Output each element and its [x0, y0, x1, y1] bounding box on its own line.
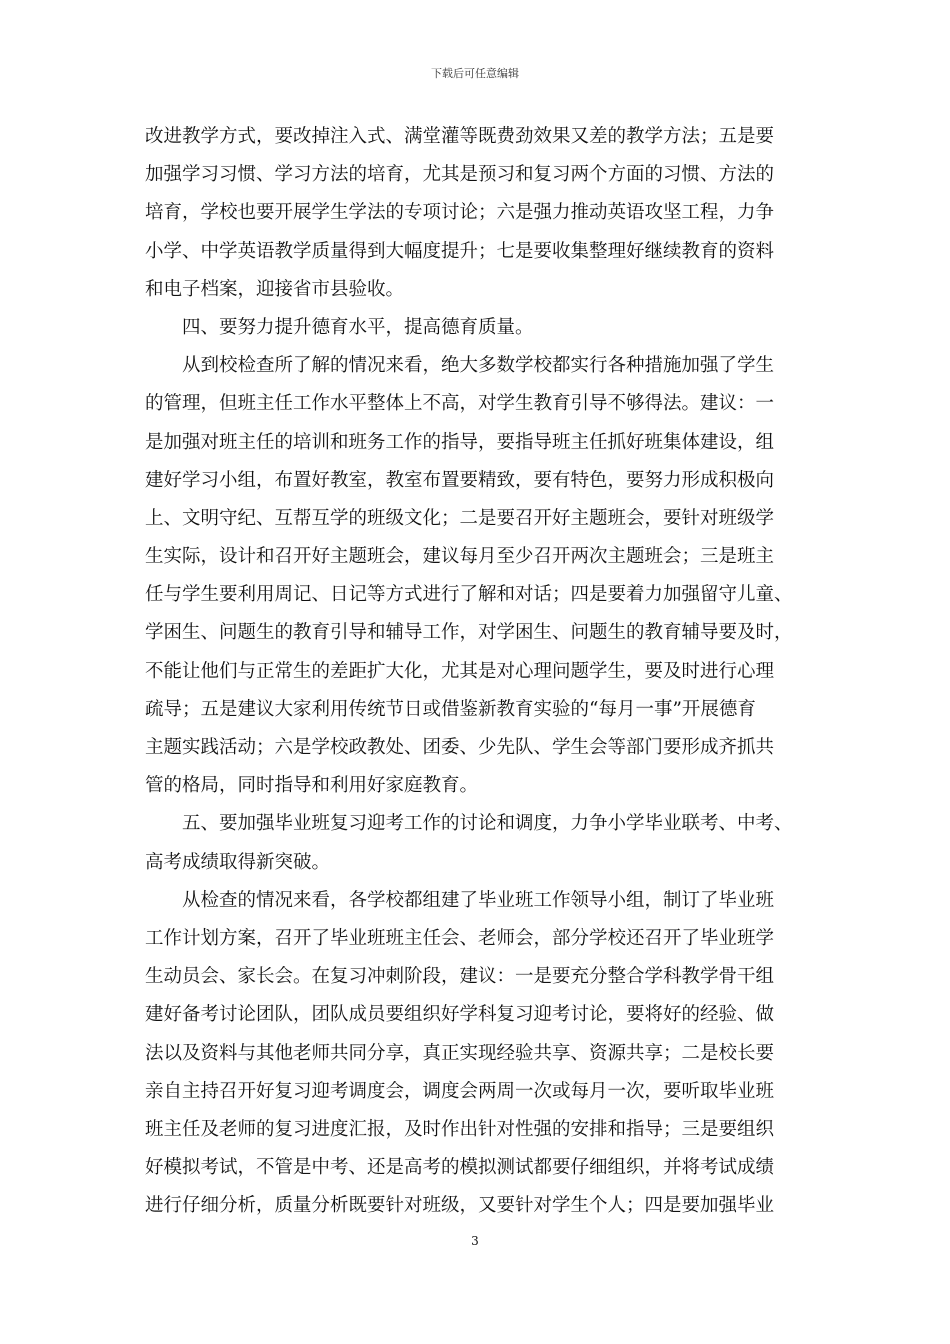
text-line: 生实际，设计和召开好主题班会，建议每月至少召开两次主题班会；三是班主 — [145, 546, 775, 568]
text-line: 生动员会、家长会。在复习冲刺阶段，建议：一是要充分整合学科教学骨干组 — [145, 966, 775, 988]
text-line: 管的格局，同时指导和利用好家庭教育。 — [145, 775, 479, 797]
section-heading-4: 四、要努力提升德育水平，提高德育质量。 — [182, 316, 534, 338]
text-line: 法以及资料与其他老师共同分享，真正实现经验共享、资源共享；二是校长要 — [145, 1042, 775, 1064]
text-line: 和电子档案，迎接省市县验收。 — [145, 278, 405, 300]
document-body — [145, 118, 805, 1225]
text-line: 学困生、问题生的教育引导和辅导工作，对学困生、问题生的教育辅导要及时， — [145, 622, 793, 644]
text-line: 上、文明守纪、互帮互学的班级文化；二是要召开好主题班会，要针对班级学 — [145, 507, 775, 529]
text-line: 亲自主持召开好复习迎考调度会，调度会两周一次或每月一次，要听取毕业班 — [145, 1080, 775, 1102]
text-line: 不能让他们与正常生的差距扩大化，尤其是对心理问题学生，要及时进行心理 — [145, 660, 775, 682]
section-heading-5: 五、要加强毕业班复习迎考工作的讨论和调度，力争小学毕业联考、中考、 — [182, 813, 793, 835]
paragraph-start: 从检查的情况来看，各学校都组建了毕业班工作领导小组，制订了毕业班 — [182, 889, 775, 911]
text-line: 主题实践活动；六是学校政教处、团委、少先队、学生会等部门要形成齐抓共 — [145, 737, 775, 758]
text-line: 建好学习小组，布置好教室，教室布置要精致，要有特色，要努力形成积极向 — [145, 469, 775, 491]
text-line: 加强学习习惯、学习方法的培育，尤其是预习和复习两个方面的习惯、方法的 — [145, 164, 775, 186]
page-header: 下载后可任意编辑 — [431, 67, 519, 80]
text-line: 高考成绩取得新突破。 — [145, 851, 331, 873]
paragraph-start: 从到校检查所了解的情况来看，绝大多数学校都实行各种措施加强了学生 — [182, 355, 775, 377]
text-line: 班主任及老师的复习进度汇报，及时作出针对性强的安排和指导；三是要组织 — [145, 1118, 775, 1140]
text-line: 小学、中学英语教学质量得到大幅度提升；七是要收集整理好继续教育的资料 — [145, 240, 775, 262]
text-line: 改进教学方式，要改掉注入式、满堂灌等既费劲效果又差的教学方法；五是要 — [145, 126, 775, 147]
text-line: 任与学生要利用周记、日记等方式进行了解和对话；四是要着力加强留守儿童、 — [145, 584, 793, 606]
text-line: 建好备考讨论团队，团队成员要组织好学科复习迎考讨论，要将好的经验、做 — [145, 1004, 775, 1026]
text-line: 工作计划方案，召开了毕业班班主任会、老师会，部分学校还召开了毕业班学 — [145, 927, 775, 949]
text-line: 疏导；五是建议大家利用传统节日或借鉴新教育实验的“每月一事”开展德育 — [145, 698, 756, 720]
text-line: 是加强对班主任的培训和班务工作的指导，要指导班主任抓好班集体建设，组 — [145, 431, 775, 453]
text-line: 进行仔细分析，质量分析既要针对班级，又要针对学生个人；四是要加强毕业 — [145, 1195, 775, 1217]
text-line: 的管理，但班主任工作水平整体上不高，对学生教育引导不够得法。建议：一 — [145, 393, 775, 415]
text-line: 培育，学校也要开展学生学法的专项讨论；六是强力推动英语攻坚工程，力争 — [145, 202, 775, 224]
text-line: 好模拟考试，不管是中考、还是高考的模拟测试都要仔细组织，并将考试成绩 — [145, 1157, 775, 1179]
page-number: 3 — [471, 1234, 479, 1248]
